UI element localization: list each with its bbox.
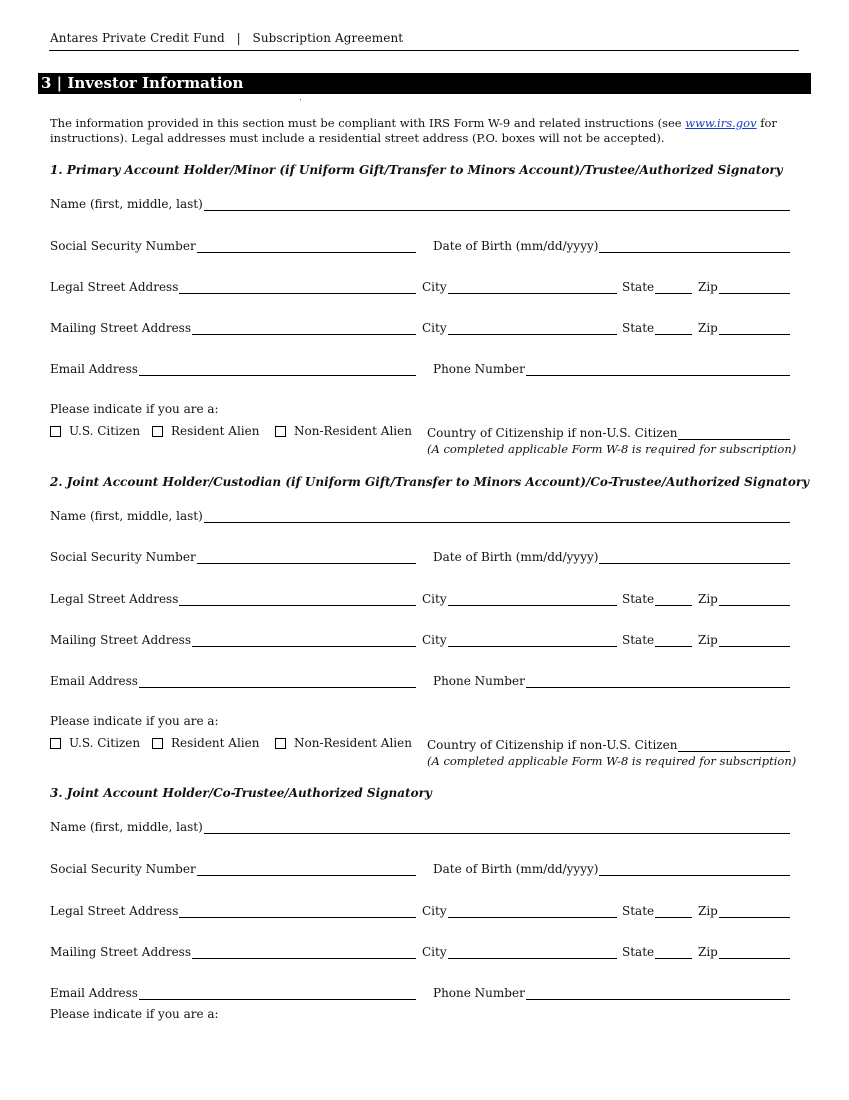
s1-mailing-zip-line[interactable] [719, 320, 790, 335]
s2-legal-street-label: Legal Street Address [50, 592, 179, 606]
s3-mailing-state-field[interactable] [622, 943, 692, 959]
s2-ssn-line[interactable] [197, 549, 416, 564]
s2-legal-state-field[interactable] [622, 590, 692, 606]
section-title-bar: 3 | Investor Information [38, 73, 811, 94]
s1-legal-street-label: Legal Street Address [50, 280, 179, 294]
s3-name-field[interactable] [50, 818, 790, 834]
s3-mailing-street-field[interactable] [50, 943, 416, 959]
s1-name-line[interactable] [204, 196, 790, 211]
s2-ssn-label: Social Security Number [50, 550, 196, 564]
s1-legal-zip-label: Zip [698, 280, 718, 294]
s3-ssn-line[interactable] [197, 861, 416, 876]
s2-dob-field[interactable] [433, 548, 790, 564]
s3-legal-street-line[interactable] [179, 903, 416, 918]
s1-mailing-zip-label: Zip [698, 321, 718, 335]
s3-ssn-field[interactable] [50, 860, 416, 876]
s1-country-line[interactable] [678, 425, 790, 440]
s1-mailing-street-field[interactable] [50, 319, 416, 335]
s1-phone-label: Phone Number [433, 362, 525, 376]
s2-legal-street-line[interactable] [179, 591, 416, 606]
s1-mailing-city-field[interactable] [422, 319, 617, 335]
s2-mailing-zip-line[interactable] [719, 632, 790, 647]
s2-legal-city-label: City [422, 592, 447, 606]
s3-phone-label: Phone Number [433, 986, 525, 1000]
s2-mailing-city-label: City [422, 633, 447, 647]
s3-mailing-city-label: City [422, 945, 447, 959]
s2-non-resident-alien-checkbox[interactable] [275, 736, 412, 750]
s3-name-line[interactable] [204, 819, 790, 834]
s3-dob-line[interactable] [599, 861, 790, 876]
s3-name-label: Name (first, middle, last) [50, 820, 203, 834]
s2-mailing-state-label: State [622, 633, 655, 647]
s2-mailing-street-line[interactable] [192, 632, 416, 647]
s1-contact-row [50, 360, 790, 376]
s1-phone-field[interactable] [433, 360, 790, 376]
s1-resident-alien-label: Resident Alien [171, 424, 260, 438]
s3-legal-city-field[interactable] [422, 902, 617, 918]
s2-legal-zip-line[interactable] [719, 591, 790, 606]
s1-legal-state-label: State [622, 280, 655, 294]
s1-mailing-street-line[interactable] [192, 320, 416, 335]
s2-legal-zip-label: Zip [698, 592, 718, 606]
s1-legal-state-field[interactable] [622, 278, 692, 294]
s1-ssn-label: Social Security Number [50, 239, 196, 253]
s2-non-resident-alien-box[interactable] [275, 738, 286, 749]
s2-mailing-state-field[interactable] [622, 631, 692, 647]
s3-legal-city-label: City [422, 904, 447, 918]
s2-dob-label: Date of Birth (mm/dd/yyyy) [433, 550, 599, 564]
s2-mailing-zip-label: Zip [698, 633, 718, 647]
intro-text-end: for instructions). Legal addresses must include a residential street address (P.O. boxes will not be accepted). [50, 116, 777, 145]
section-3-title: 3. Joint Account Holder/Co-Trustee/Authorized Signatory [50, 786, 432, 800]
s2-mailing-city-line[interactable] [448, 632, 617, 647]
s2-legal-state-line[interactable] [655, 591, 692, 606]
s2-name-field[interactable] [50, 507, 790, 523]
s2-contact-row [50, 672, 790, 688]
s1-legal-zip-line[interactable] [719, 279, 790, 294]
s1-ssn-line[interactable] [197, 238, 416, 253]
s1-dob-line[interactable] [599, 238, 790, 253]
s1-legal-zip-field[interactable] [698, 278, 790, 294]
s1-mailing-state-field[interactable] [622, 319, 692, 335]
s1-non-resident-alien-label: Non-Resident Alien [294, 424, 412, 438]
s2-us-citizen-label: U.S. Citizen [69, 736, 141, 750]
s3-legal-zip-label: Zip [698, 904, 718, 918]
s2-mailing-city-field[interactable] [422, 631, 617, 647]
s2-phone-field[interactable] [433, 672, 790, 688]
s2-ssn-row [50, 548, 790, 564]
s2-name-row [50, 507, 790, 523]
s2-mailing-state-line[interactable] [655, 632, 692, 647]
s2-w8-note: (A completed applicable Form W-8 is required for subscription) [427, 754, 797, 768]
s1-mailing-zip-field[interactable] [698, 319, 790, 335]
s1-country-field[interactable] [427, 424, 790, 440]
s2-email-line[interactable] [139, 673, 416, 688]
s3-legal-zip-field[interactable] [698, 902, 790, 918]
s2-ssn-field[interactable] [50, 548, 416, 564]
s2-email-field[interactable] [50, 672, 416, 688]
document-title: Subscription Agreement [252, 31, 404, 45]
s2-legal-zip-field[interactable] [698, 590, 790, 606]
s3-contact-row [50, 984, 790, 1000]
header-separator: | [236, 31, 241, 45]
stray-dot [300, 99, 301, 100]
s2-resident-alien-checkbox[interactable] [152, 736, 259, 750]
s3-legal-street-field[interactable] [50, 902, 416, 918]
s2-country-label: Country of Citizenship if non-U.S. Citizen [427, 738, 678, 752]
s2-mailing-street-field[interactable] [50, 631, 416, 647]
section-1-title: 1. Primary Account Holder/Minor (if Uniform Gift/Transfer to Minors Account)/Trustee/Authorized Signatory [50, 163, 783, 177]
s3-legal-address-row [50, 902, 790, 918]
s1-email-field[interactable] [50, 360, 416, 376]
s1-resident-alien-checkbox[interactable] [152, 424, 259, 438]
intro-text-start: The information provided in this section must be compliant with IRS Form W-9 and related instructions (see [50, 116, 686, 130]
s3-phone-field[interactable] [433, 984, 790, 1000]
s1-non-resident-alien-checkbox[interactable] [275, 424, 412, 438]
s2-citizenship-row [50, 736, 790, 752]
s2-indicate-label: Please indicate if you are a: [50, 714, 219, 728]
s2-phone-label: Phone Number [433, 674, 525, 688]
s1-mailing-street-label: Mailing Street Address [50, 321, 191, 335]
s2-name-line[interactable] [204, 508, 790, 523]
s3-legal-city-line[interactable] [448, 903, 617, 918]
irs-link[interactable]: www.irs.gov [685, 116, 757, 130]
s1-ssn-field[interactable] [50, 237, 416, 253]
s2-non-resident-alien-label: Non-Resident Alien [294, 736, 412, 750]
s1-name-label: Name (first, middle, last) [50, 197, 203, 211]
s3-mailing-address-row [50, 943, 790, 959]
s1-dob-field[interactable] [433, 237, 790, 253]
s3-indicate-label: Please indicate if you are a: [50, 1007, 219, 1021]
s1-w8-note: (A completed applicable Form W-8 is required for subscription) [427, 442, 797, 456]
s3-dob-label: Date of Birth (mm/dd/yyyy) [433, 862, 599, 876]
s2-resident-alien-label: Resident Alien [171, 736, 260, 750]
s3-legal-state-label: State [622, 904, 655, 918]
s2-country-line[interactable] [678, 737, 790, 752]
s2-mailing-zip-field[interactable] [698, 631, 790, 647]
header-rule [49, 50, 799, 51]
s3-mailing-street-label: Mailing Street Address [50, 945, 191, 959]
s1-mailing-city-line[interactable] [448, 320, 617, 335]
s1-email-line[interactable] [139, 361, 416, 376]
s3-dob-field[interactable] [433, 860, 790, 876]
s1-dob-label: Date of Birth (mm/dd/yyyy) [433, 239, 599, 253]
s3-mailing-zip-label: Zip [698, 945, 718, 959]
s1-name-row [50, 195, 790, 211]
s3-ssn-label: Social Security Number [50, 862, 196, 876]
s3-mailing-city-field[interactable] [422, 943, 617, 959]
s3-email-line[interactable] [139, 985, 416, 1000]
s3-legal-state-field[interactable] [622, 902, 692, 918]
s2-us-citizen-box[interactable] [50, 738, 61, 749]
s3-ssn-row [50, 860, 790, 876]
s1-legal-street-line[interactable] [179, 279, 416, 294]
s1-legal-address-row [50, 278, 790, 294]
s2-email-label: Email Address [50, 674, 138, 688]
s1-legal-city-field[interactable] [422, 278, 617, 294]
s1-indicate-label: Please indicate if you are a: [50, 402, 219, 416]
s1-mailing-state-line[interactable] [655, 320, 692, 335]
s3-name-row [50, 818, 790, 834]
s1-mailing-state-label: State [622, 321, 655, 335]
s2-mailing-address-row [50, 631, 790, 647]
s2-dob-line[interactable] [599, 549, 790, 564]
s1-citizenship-row [50, 424, 790, 440]
section-2-title: 2. Joint Account Holder/Custodian (if Uniform Gift/Transfer to Minors Account)/Co-Trustee/Authorized Signatory [50, 475, 810, 489]
s3-legal-street-label: Legal Street Address [50, 904, 179, 918]
s3-mailing-street-line[interactable] [192, 944, 416, 959]
s1-legal-street-field[interactable] [50, 278, 416, 294]
s1-mailing-city-label: City [422, 321, 447, 335]
s2-legal-city-field[interactable] [422, 590, 617, 606]
s1-resident-alien-box[interactable] [152, 426, 163, 437]
s3-legal-zip-line[interactable] [719, 903, 790, 918]
s1-us-citizen-label: U.S. Citizen [69, 424, 141, 438]
s1-us-citizen-checkbox[interactable] [50, 424, 140, 438]
s2-legal-address-row [50, 590, 790, 606]
s1-country-label: Country of Citizenship if non-U.S. Citizen [427, 426, 678, 440]
s2-country-field[interactable] [427, 736, 790, 752]
s3-email-field[interactable] [50, 984, 416, 1000]
s1-us-citizen-box[interactable] [50, 426, 61, 437]
fund-name: Antares Private Credit Fund [50, 31, 225, 45]
s2-name-label: Name (first, middle, last) [50, 509, 203, 523]
page-header [50, 31, 403, 45]
s1-ssn-row [50, 237, 790, 253]
intro-paragraph [50, 116, 790, 146]
s2-mailing-street-label: Mailing Street Address [50, 633, 191, 647]
s2-phone-line[interactable] [526, 673, 790, 688]
s2-legal-city-line[interactable] [448, 591, 617, 606]
s3-email-label: Email Address [50, 986, 138, 1000]
s2-legal-state-label: State [622, 592, 655, 606]
s1-legal-city-line[interactable] [448, 279, 617, 294]
s3-phone-line[interactable] [526, 985, 790, 1000]
s3-mailing-state-line[interactable] [655, 944, 692, 959]
s1-name-field[interactable] [50, 195, 790, 211]
s1-mailing-address-row [50, 319, 790, 335]
s2-resident-alien-box[interactable] [152, 738, 163, 749]
s1-non-resident-alien-box[interactable] [275, 426, 286, 437]
s1-phone-line[interactable] [526, 361, 790, 376]
s3-mailing-city-line[interactable] [448, 944, 617, 959]
s2-legal-street-field[interactable] [50, 590, 416, 606]
s2-us-citizen-checkbox[interactable] [50, 736, 140, 750]
s1-legal-city-label: City [422, 280, 447, 294]
s1-legal-state-line[interactable] [655, 279, 692, 294]
s3-mailing-zip-line[interactable] [719, 944, 790, 959]
s1-email-label: Email Address [50, 362, 138, 376]
s3-mailing-state-label: State [622, 945, 655, 959]
s3-legal-state-line[interactable] [655, 903, 692, 918]
s3-mailing-zip-field[interactable] [698, 943, 790, 959]
